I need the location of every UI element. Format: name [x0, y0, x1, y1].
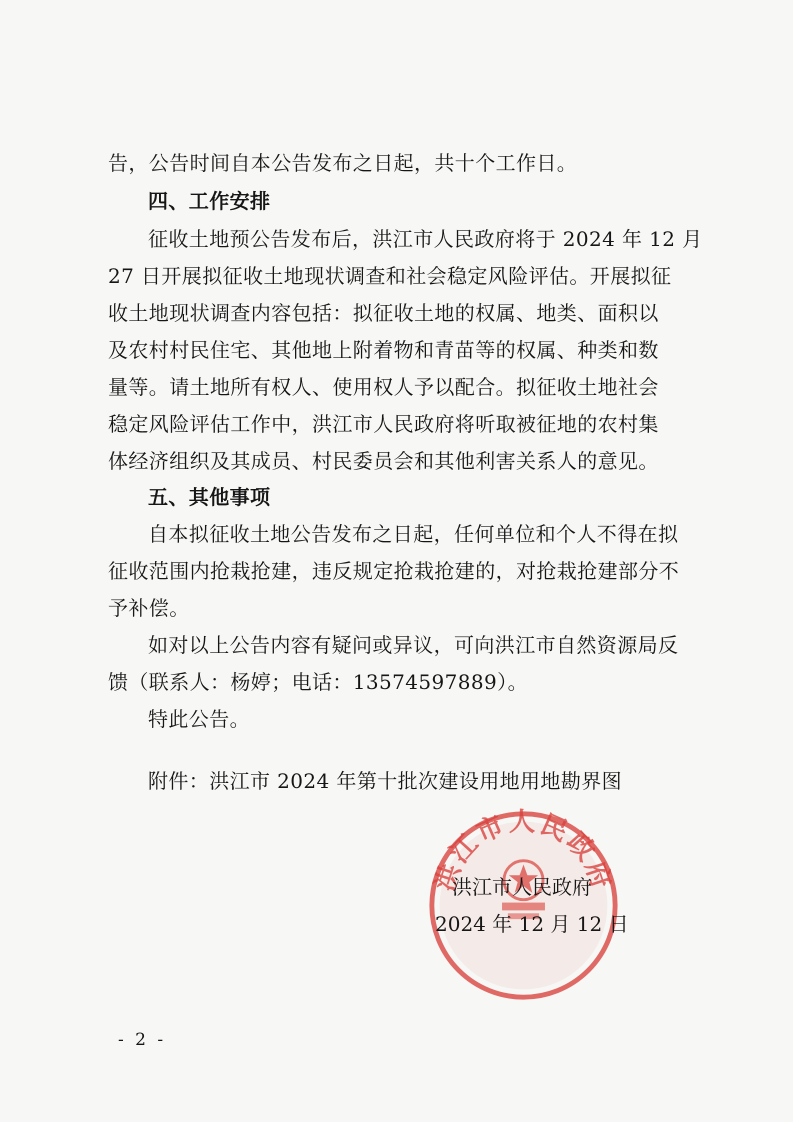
paragraph-line: 予补偿。: [108, 596, 190, 620]
attachment-line: 附件：洪江市 2024 年第十批次建设用地用地勘界图: [148, 769, 623, 793]
paragraph-line: 征收土地预公告发布后，洪江市人民政府将于 2024 年 12 月: [148, 227, 703, 251]
page-number: - 2 -: [118, 1030, 167, 1050]
paragraph-line: 及农村村民住宅、其他地上附着物和青苗等的权属、种类和数: [108, 338, 659, 362]
contact-line: 馈（联系人：杨婷；电话：13574597889）。: [108, 670, 528, 694]
signature-date: 2024 年 12 月 12 日: [435, 912, 629, 936]
paragraph-line: 量等。请土地所有权人、使用权人予以配合。拟征收土地社会: [108, 375, 659, 399]
signature-org: 洪江市人民政府: [452, 875, 592, 899]
section-heading-other-matters: 五、其他事项: [148, 485, 271, 509]
paragraph-line: 体经济组织及其成员、村民委员会和其他利害关系人的意见。: [108, 449, 659, 473]
paragraph-line: 收土地现状调查内容包括：拟征收土地的权属、地类、面积以: [108, 301, 659, 325]
paragraph-line: 自本拟征收土地公告发布之日起，任何单位和个人不得在拟: [148, 522, 679, 546]
official-seal-icon: [426, 808, 621, 1003]
closing-line: 特此公告。: [148, 707, 250, 731]
seal-text: 洪江市人民政府: [430, 808, 617, 895]
paragraph-line: 稳定风险评估工作中，洪江市人民政府将听取被征地的农村集: [108, 412, 659, 436]
paragraph-line: 征收范围内抢栽抢建，违反规定抢栽抢建的，对抢栽抢建部分不: [108, 559, 680, 583]
paragraph-line: 告，公告时间自本公告发布之日起，共十个工作日。: [108, 151, 578, 175]
paragraph-line: 如对以上公告内容有疑问或异议，可向洪江市自然资源局反: [148, 633, 679, 657]
paragraph-line: 27 日开展拟征收土地现状调查和社会稳定风险评估。开展拟征: [108, 264, 672, 288]
section-heading-work-arrangement: 四、工作安排: [148, 189, 271, 213]
